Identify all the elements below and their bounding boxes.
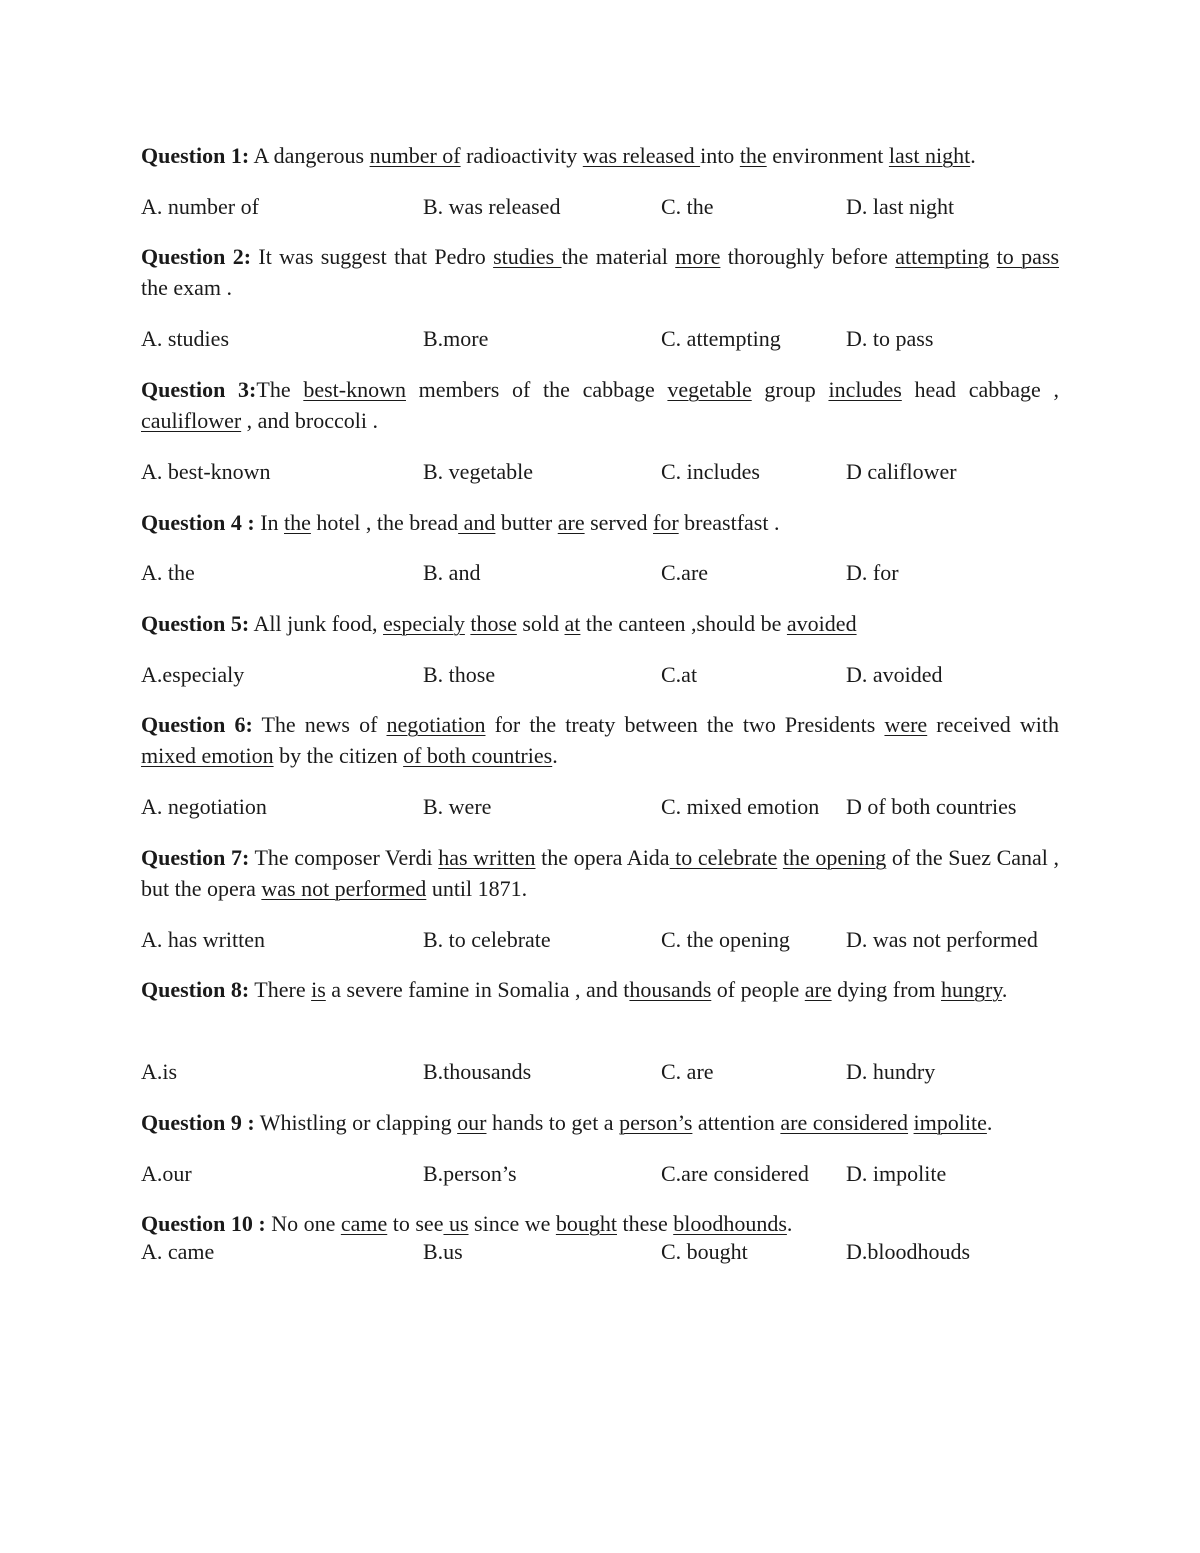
question-1-option-b: B. was released <box>423 194 561 219</box>
sentence-text: A dangerous <box>249 143 370 168</box>
question-1-option-c: C. the <box>661 194 714 219</box>
sentence-text: dying from <box>831 977 942 1002</box>
underlined-phrase: includes <box>828 377 902 402</box>
underlined-phrase: especialy <box>383 611 465 636</box>
sentence-text: the opera Aida <box>535 845 670 870</box>
sentence-text: Whistling or clapping <box>254 1110 458 1135</box>
question-3-option-a: A. best-known <box>141 459 271 484</box>
question-5-option-c: C.at <box>661 662 698 687</box>
sentence-text: There <box>249 977 312 1002</box>
question-10-sentence <box>266 1211 793 1236</box>
question-6-text <box>141 709 1059 771</box>
sentence-text: butter <box>495 510 558 535</box>
question-6-option-a: A. negotiation <box>141 794 267 819</box>
sentence-text: received with <box>927 712 1059 737</box>
sentence-text: . <box>970 143 976 168</box>
question-2-label: Question 2: <box>141 244 252 269</box>
question-5-option-b: B. those <box>423 662 496 687</box>
question-3-option-b: B. vegetable <box>423 459 533 484</box>
question-4-sentence <box>255 510 780 535</box>
sentence-text: radioactivity <box>460 143 583 168</box>
question-7-text <box>141 842 1059 904</box>
sentence-text: The <box>256 377 304 402</box>
question-3-option-c: C. includes <box>661 459 760 484</box>
sentence-text: since we <box>468 1211 556 1236</box>
question-6-sentence <box>141 712 1059 768</box>
underlined-phrase: the opening <box>782 845 887 870</box>
underlined-phrase: avoided <box>786 611 857 636</box>
underlined-phrase: are <box>804 977 832 1002</box>
sentence-text <box>989 244 996 269</box>
question-2-option-c: C. attempting <box>661 326 781 351</box>
question-6-option-b: B. were <box>423 794 492 819</box>
sentence-text: a severe famine in Somalia , and t <box>325 977 630 1002</box>
question-5-label: Question 5: <box>141 611 250 636</box>
question-9-option-a: A.our <box>141 1161 192 1186</box>
underlined-phrase: studies <box>493 244 562 269</box>
question-9-option-c: C.are considered <box>661 1161 809 1186</box>
question-8-option-c: C. are <box>661 1059 714 1084</box>
question-1-option-a: A. number of <box>141 194 259 219</box>
sentence-text: The news of <box>252 712 387 737</box>
question-4-label: Question 4 : <box>141 510 255 535</box>
underlined-phrase: for <box>653 510 679 535</box>
sentence-text: hands to get a <box>486 1110 620 1135</box>
sentence-text: breastfast . <box>678 510 780 535</box>
sentence-text: In <box>254 510 285 535</box>
sentence-text: . <box>1001 977 1008 1002</box>
question-8-text <box>141 974 1059 1005</box>
underlined-phrase: those <box>470 611 517 636</box>
question-7-option-d: D. was not performed <box>846 927 1038 952</box>
question-10-option-a: A. came <box>141 1239 215 1264</box>
underlined-phrase: negotiation <box>386 712 486 737</box>
question-8-label: Question 8: <box>141 977 250 1002</box>
question-2-option-b: B.more <box>423 326 489 351</box>
question-7-label: Question 7: <box>141 845 250 870</box>
question-8-option-d: D. hundry <box>846 1059 936 1084</box>
sentence-text: attention <box>692 1110 781 1135</box>
underlined-phrase: bloodhounds <box>673 1211 787 1236</box>
underlined-phrase: are <box>557 510 585 535</box>
sentence-text: the material <box>561 244 676 269</box>
question-4-option-c: C.are <box>661 560 709 585</box>
question-1-option-d: D. last night <box>846 194 955 219</box>
sentence-text: the exam . <box>141 275 233 300</box>
question-4-options <box>141 557 1141 588</box>
question-5-text <box>141 608 1059 639</box>
underlined-phrase: mixed emotion <box>141 743 274 768</box>
underlined-phrase: at <box>564 611 581 636</box>
underlined-phrase: more <box>675 244 721 269</box>
underlined-phrase: the <box>284 510 311 535</box>
question-2-option-a: A. studies <box>141 326 229 351</box>
question-4-option-a: A. the <box>141 560 195 585</box>
sentence-text: members of the cabbage <box>405 377 668 402</box>
question-2-sentence <box>141 244 1059 300</box>
underlined-phrase: us <box>443 1211 469 1236</box>
underlined-phrase: was not performed <box>261 876 427 901</box>
underlined-phrase: of both countries <box>403 743 553 768</box>
sentence-text: hotel , the bread <box>310 510 459 535</box>
question-3-text <box>141 374 1059 436</box>
sentence-text: , and broccoli . <box>241 408 379 433</box>
sentence-text: No one <box>265 1211 341 1236</box>
underlined-phrase: has written <box>438 845 536 870</box>
underlined-phrase: cauliflower <box>141 408 242 433</box>
question-7-sentence <box>141 845 1059 901</box>
question-9-label: Question 9 : <box>141 1110 255 1135</box>
question-8-option-a: A.is <box>141 1059 178 1084</box>
question-10-label: Question 10 : <box>141 1211 266 1236</box>
question-10-option-d: D.bloodhouds <box>846 1239 971 1264</box>
question-10-options <box>141 1236 1141 1267</box>
question-9-option-d: D. impolite <box>846 1161 947 1186</box>
question-1-label: Question 1: <box>141 143 250 168</box>
sentence-text: the canteen ,should be <box>580 611 787 636</box>
sentence-text: for the treaty between the two Presidents <box>485 712 885 737</box>
underlined-phrase: came <box>340 1211 388 1236</box>
sentence-text: . <box>786 1211 793 1236</box>
underlined-phrase: our <box>457 1110 487 1135</box>
underlined-phrase: impolite <box>913 1110 987 1135</box>
question-1-options <box>141 191 1141 222</box>
question-10-option-b: B.us <box>423 1239 463 1264</box>
question-3-option-d: D califlower <box>846 459 957 484</box>
question-9-options <box>141 1158 1141 1189</box>
underlined-phrase: person’s <box>619 1110 693 1135</box>
sentence-text: group <box>751 377 829 402</box>
sentence-text: to see <box>387 1211 444 1236</box>
underlined-phrase: vegetable <box>667 377 752 402</box>
sentence-text: by the citizen <box>273 743 404 768</box>
sentence-text: The composer Verdi <box>249 845 439 870</box>
sentence-text: served <box>584 510 654 535</box>
sentence-text: until 1871. <box>426 876 528 901</box>
question-5-option-d: D. avoided <box>846 662 943 687</box>
underlined-phrase: and <box>458 510 496 535</box>
question-8-sentence <box>249 977 1007 1002</box>
question-8-option-b: B.thousands <box>423 1059 532 1084</box>
question-5-sentence <box>249 611 856 636</box>
question-2-text <box>141 241 1059 303</box>
sentence-text: thoroughly before <box>720 244 896 269</box>
question-1-sentence <box>249 143 976 168</box>
question-3-options <box>141 456 1141 487</box>
question-6-option-c: C. mixed emotion <box>661 794 820 819</box>
question-7-options <box>141 924 1141 955</box>
question-9-text <box>141 1107 1059 1138</box>
sentence-text: . <box>986 1110 993 1135</box>
question-10-option-c: C. bought <box>661 1239 748 1264</box>
question-8-options <box>141 1056 1141 1087</box>
sentence-text: these <box>617 1211 674 1236</box>
question-5-options <box>141 659 1141 690</box>
underlined-phrase: the <box>739 143 767 168</box>
question-6-option-d: D of both countries <box>846 794 1017 819</box>
sentence-text: of the Suez Canal , but the opera <box>141 845 1059 901</box>
question-4-option-b: B. and <box>423 560 481 585</box>
question-10-text <box>141 1208 1059 1239</box>
question-6-options <box>141 791 1141 822</box>
underlined-phrase: attempting <box>895 244 990 269</box>
underlined-phrase: is <box>311 977 326 1002</box>
sentence-text: All junk food, <box>249 611 384 636</box>
underlined-phrase: are considered <box>780 1110 909 1135</box>
underlined-phrase: to celebrate <box>669 845 778 870</box>
underlined-phrase: last night <box>888 143 971 168</box>
question-9-sentence <box>255 1110 993 1135</box>
underlined-phrase: number of <box>369 143 461 168</box>
underlined-phrase: to pass <box>996 244 1060 269</box>
question-7-option-a: A. has written <box>141 927 266 952</box>
question-2-option-d: D. to pass <box>846 326 934 351</box>
underlined-phrase: was released <box>582 143 701 168</box>
question-6-label: Question 6: <box>141 712 253 737</box>
question-4-text <box>141 507 1059 538</box>
underlined-phrase: bought <box>555 1211 617 1236</box>
question-7-option-b: B. to celebrate <box>423 927 551 952</box>
question-9-option-b: B.person’s <box>423 1161 517 1186</box>
sentence-text: sold <box>516 611 565 636</box>
sentence-text: head cabbage , <box>901 377 1060 402</box>
underlined-phrase: hungry <box>941 977 1002 1002</box>
sentence-text: of people <box>711 977 805 1002</box>
question-3-label: Question 3: <box>141 377 257 402</box>
question-5-option-a: A.especialy <box>141 662 245 687</box>
sentence-text: It was suggest that Pedro <box>251 244 494 269</box>
sentence-text: into <box>700 143 740 168</box>
sentence-text: . <box>552 743 558 768</box>
question-1-text <box>141 140 1059 171</box>
sentence-text: environment <box>766 143 889 168</box>
question-4-option-d: D. for <box>846 560 899 585</box>
question-3-sentence <box>141 377 1059 433</box>
question-7-option-c: C. the opening <box>661 927 790 952</box>
underlined-phrase: housands <box>629 977 712 1002</box>
underlined-phrase: best-known <box>303 377 406 402</box>
question-2-options <box>141 323 1141 354</box>
underlined-phrase: were <box>884 712 928 737</box>
